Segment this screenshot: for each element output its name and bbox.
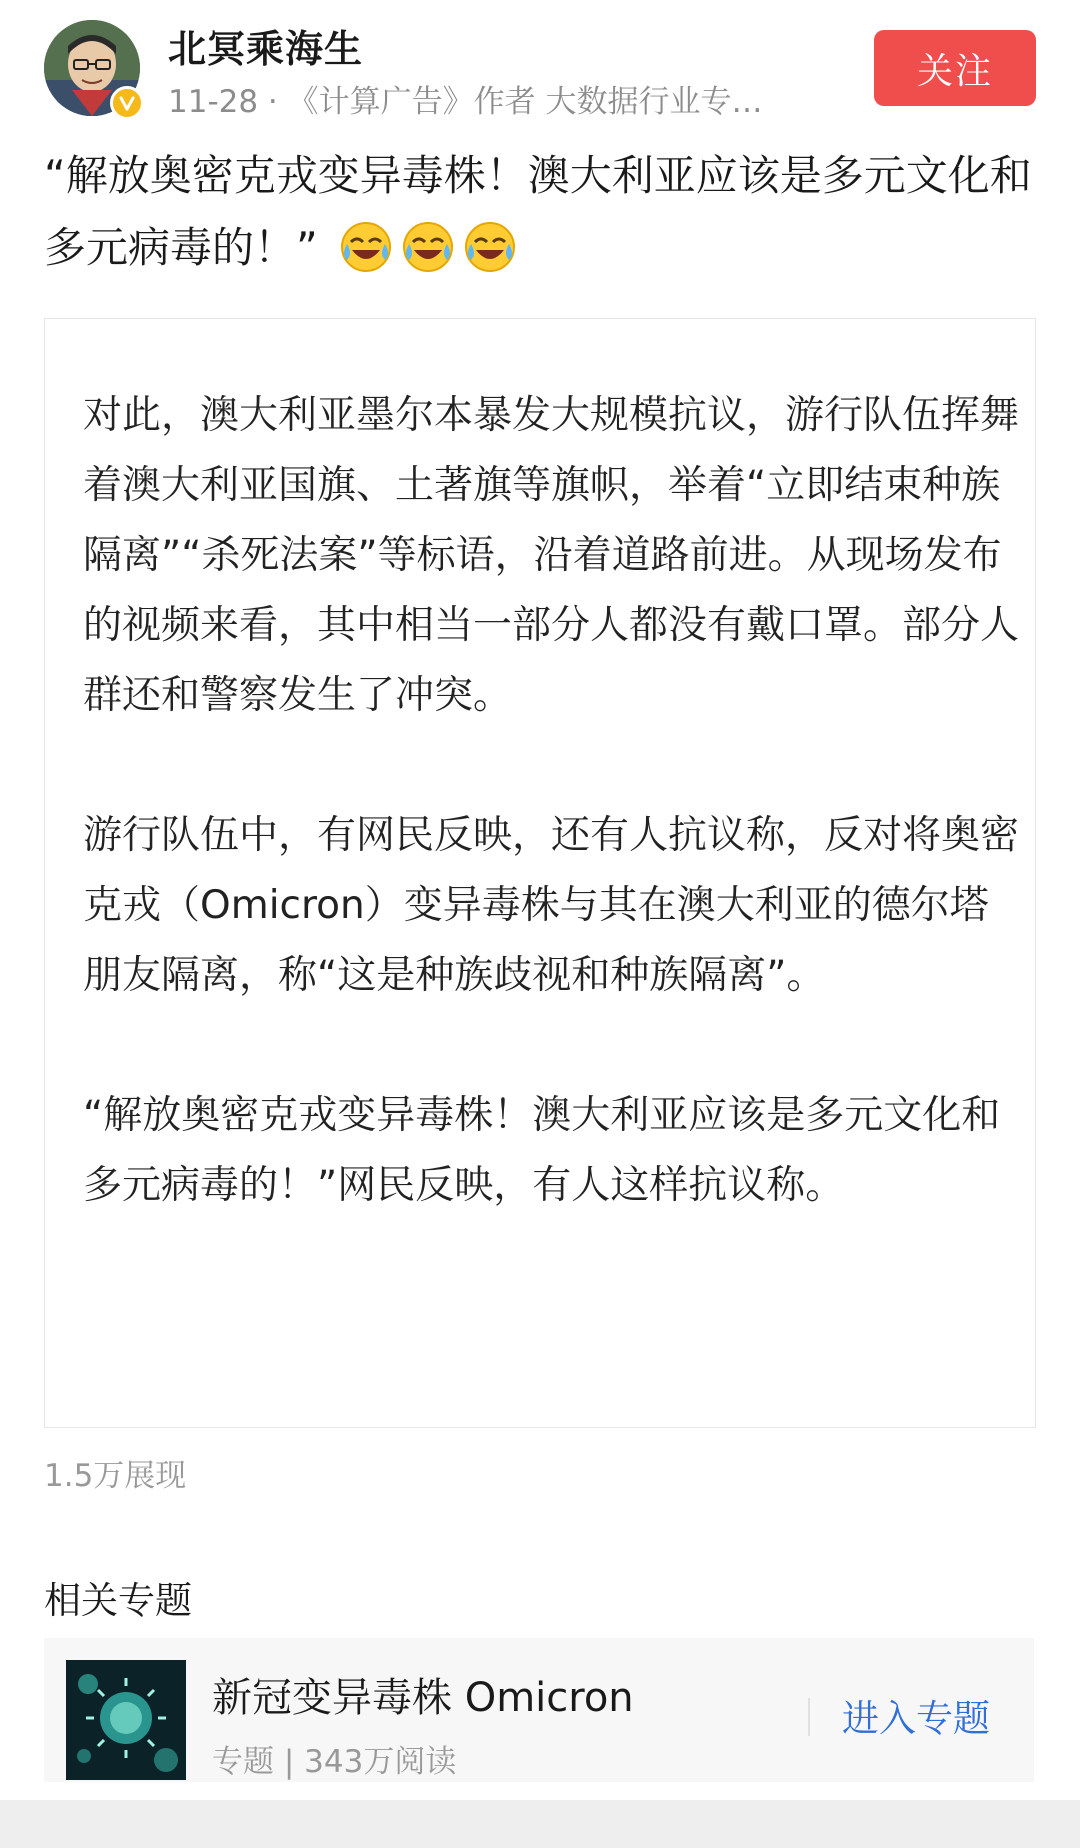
article-body <box>83 381 1023 1221</box>
laugh-cry-emoji-icon <box>463 220 517 274</box>
topic-title: 新冠变异毒株 Omicron <box>212 1675 634 1721</box>
author-name[interactable]: 北冥乘海生 <box>168 27 364 71</box>
quoted-article-card[interactable] <box>44 318 1036 1428</box>
related-section-title: 相关专题 <box>44 1579 192 1622</box>
related-topic-card[interactable] <box>44 1638 1034 1782</box>
post-headline <box>44 140 1044 284</box>
follow-button[interactable]: 关注 <box>874 30 1036 106</box>
article-paragraph: 对此，澳大利亚墨尔本暴发大规模抗议，游行队伍挥舞着澳大利亚国旗、土著旗等旗帜，举着“立即结束种族隔离”“杀死法案”等标语，沿着道路前进。从现场发布的视频来看，其中相当一部分人都没有戴口罩。部分人群还和警察发生了冲突。 <box>83 393 1020 718</box>
laugh-cry-emoji-icon <box>339 220 393 274</box>
bottom-bar <box>0 1800 1080 1848</box>
post-header <box>0 0 1080 130</box>
headline-text: “解放奥密克戎变异毒株！澳大利亚应该是多元文化和多元病毒的！” <box>44 151 1032 272</box>
enter-topic-button[interactable]: 进入专题 <box>842 1697 990 1740</box>
article-paragraph: 游行队伍中，有网民反映，还有人抗议称，反对将奥密克戎（Omicron）变异毒株与其在澳大利亚的德尔塔朋友隔离，称“这是种族歧视和种族隔离”。 <box>83 813 1020 998</box>
view-count: 1.5万展现 <box>44 1458 187 1494</box>
topic-divider <box>808 1698 810 1736</box>
author-avatar[interactable] <box>44 20 140 116</box>
article-paragraph: “解放奥密克戎变异毒株！澳大利亚应该是多元文化和多元病毒的！”网民反映，有人这样抗议称。 <box>83 1093 1001 1208</box>
topic-thumbnail <box>66 1660 186 1780</box>
post-meta: 11-28 · 《计算广告》作者 大数据行业专… <box>168 84 763 120</box>
topic-meta: 专题 | 343万阅读 <box>212 1744 457 1780</box>
verified-v-icon <box>110 86 144 120</box>
laugh-cry-emoji-icon <box>401 220 455 274</box>
